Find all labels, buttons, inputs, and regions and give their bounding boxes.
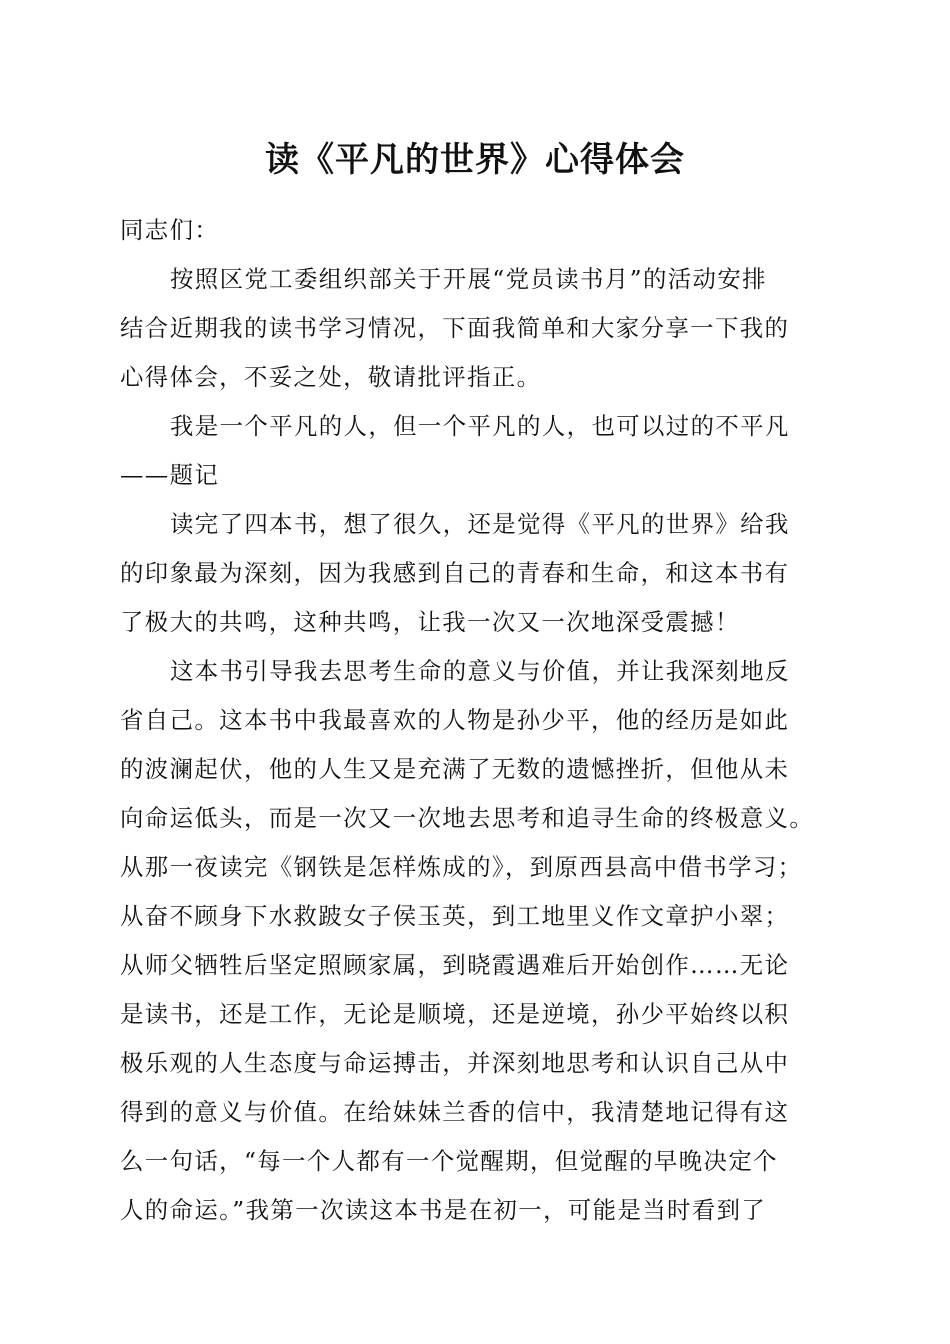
text-line: 这本书引导我去思考生命的意义与价值，并让我深刻地反 — [170, 657, 790, 685]
text-line: 么一句话，“每一个人都有一个觉醒期，但觉醒的早晚决定个 — [120, 1147, 778, 1175]
text-line: 的印象最为深刻，因为我感到自己的青春和生命，和这本书有 — [120, 559, 790, 587]
text-line: 按照区党工委组织部关于开展“党员读书月”的活动安排 — [170, 265, 767, 293]
text-line: ——题记 — [120, 461, 220, 489]
text-line: 读完了四本书，想了很久，还是觉得《平凡的世界》给我 — [170, 510, 790, 538]
document-body — [120, 206, 830, 1235]
text-line: 极乐观的人生态度与命运搏击，并深刻地思考和认识自己从中 — [120, 1049, 790, 1077]
text-line: 从奋不顾身下水救跛女子侯玉英，到工地里义作文章护小翠； — [120, 902, 790, 930]
text-line: 得到的意义与价值。在给妹妹兰香的信中，我清楚地记得有这 — [120, 1098, 790, 1126]
text-line: 人的命运。”我第一次读这本书是在初一，可能是当时看到了 — [120, 1196, 767, 1224]
text-line: 从那一夜读完《钢铁是怎样炼成的》，到原西县高中借书学习； — [120, 853, 803, 881]
text-line: 心得体会，不妥之处，敬请批评指正。 — [120, 363, 542, 391]
text-line: 是读书，还是工作，无论是顺境，还是逆境，孙少平始终以积 — [120, 1000, 790, 1028]
text-line: 从师父牺牲后坚定照顾家属，到晓霞遇难后开始创作……无论 — [120, 951, 790, 979]
text-line: 的波澜起伏，他的人生又是充满了无数的遗憾挫折，但他从未 — [120, 755, 790, 783]
text-line: 同志们： — [120, 216, 220, 244]
text-line: 我是一个平凡的人，但一个平凡的人，也可以过的不平凡 — [170, 412, 790, 440]
text-line: 省自己。这本书中我最喜欢的人物是孙少平，他的经历是如此 — [120, 706, 790, 734]
text-line: 结合近期我的读书学习情况，下面我简单和大家分享一下我的 — [120, 314, 790, 342]
text-line: 向命运低头，而是一次又一次地去思考和追寻生命的终极意义。 — [120, 804, 815, 832]
document-title: 读《平凡的世界》心得体会 — [265, 140, 685, 180]
text-line: 了极大的共鸣，这种共鸣，让我一次又一次地深受震撼！ — [120, 608, 740, 636]
